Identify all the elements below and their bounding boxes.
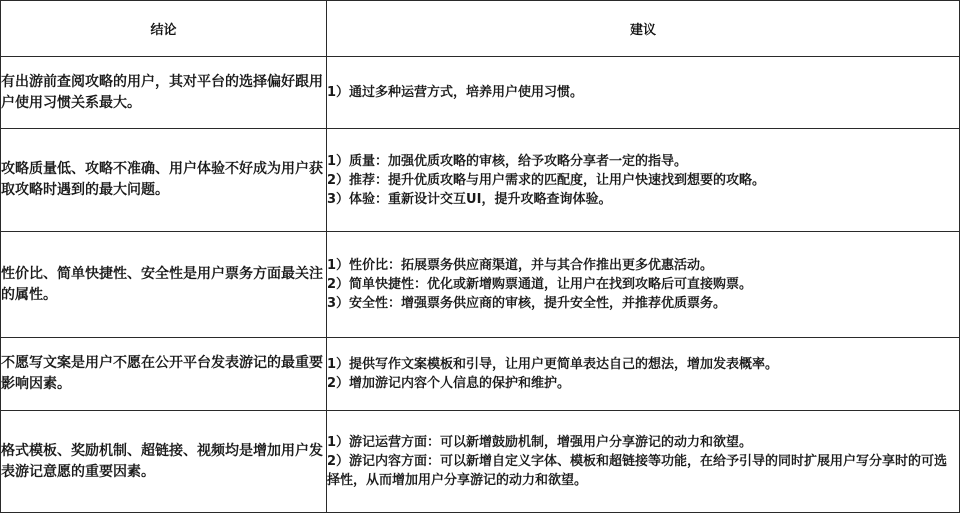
table-row bbox=[1, 57, 960, 129]
conclusion-cell: 性价比、简单快捷性、安全性是用户票务方面最关注的属性。 bbox=[1, 232, 327, 338]
suggestion-item: 2）简单快捷性：优化或新增购票通道，让用户在找到攻略后可直接购票。 bbox=[327, 277, 753, 292]
conclusion-cell: 不愿写文案是用户不愿在公开平台发表游记的最重要影响因素。 bbox=[1, 338, 327, 411]
suggestion-item: 2）游记内容方面：可以新增自定义字体、模板和超链接等功能，在给予引导的同时扩展用户写分享时的可选择性，从而增加用户分享游记的动力和欲望。 bbox=[327, 454, 948, 488]
suggestion-item: 2）推荐：提升优质攻略与用户需求的匹配度，让用户快速找到想要的攻略。 bbox=[327, 172, 766, 188]
suggestion-item: 1）游记运营方面：可以新增鼓励机制，增强用户分享游记的动力和欲望。 bbox=[327, 435, 753, 450]
conclusion-cell: 攻略质量低、攻略不准确、用户体验不好成为用户获取攻略时遇到的最大问题。 bbox=[1, 129, 327, 232]
header-conclusion: 结论 bbox=[1, 1, 327, 57]
suggestion-cell bbox=[327, 129, 960, 232]
suggestion-item: 1）提供写作文案模板和引导，让用户更简单表达自己的想法，增加发表概率。 bbox=[327, 357, 779, 372]
suggestion-cell bbox=[327, 232, 960, 338]
table-row bbox=[1, 129, 960, 232]
suggestion-item: 1）质量：加强优质攻略的审核，给予攻略分享者一定的指导。 bbox=[327, 153, 688, 169]
table-row bbox=[1, 338, 960, 411]
suggestion-item: 1）通过多种运营方式，培养用户使用习惯。 bbox=[327, 85, 584, 100]
conclusion-cell: 格式模板、奖励机制、超链接、视频均是增加用户发表游记意愿的重要因素。 bbox=[1, 411, 327, 513]
suggestion-item: 3）体验：重新设计交互UI，提升攻略查询体验。 bbox=[327, 191, 612, 207]
suggestion-item: 3）安全性：增强票务供应商的审核，提升安全性，并推荐优质票务。 bbox=[327, 296, 727, 311]
table-row bbox=[1, 411, 960, 513]
suggestion-cell bbox=[327, 338, 960, 411]
header-suggestion: 建议 bbox=[327, 1, 960, 57]
suggestion-item: 2）增加游记内容个人信息的保护和维护。 bbox=[327, 376, 571, 391]
table-row bbox=[1, 232, 960, 338]
table-header-row bbox=[1, 1, 960, 57]
suggestion-cell bbox=[327, 57, 960, 129]
suggestion-item: 1）性价比：拓展票务供应商渠道，并与其合作推出更多优惠活动。 bbox=[327, 258, 714, 273]
conclusion-cell: 有出游前查阅攻略的用户，其对平台的选择偏好跟用户使用习惯关系最大。 bbox=[1, 57, 327, 129]
suggestion-cell bbox=[327, 411, 960, 513]
